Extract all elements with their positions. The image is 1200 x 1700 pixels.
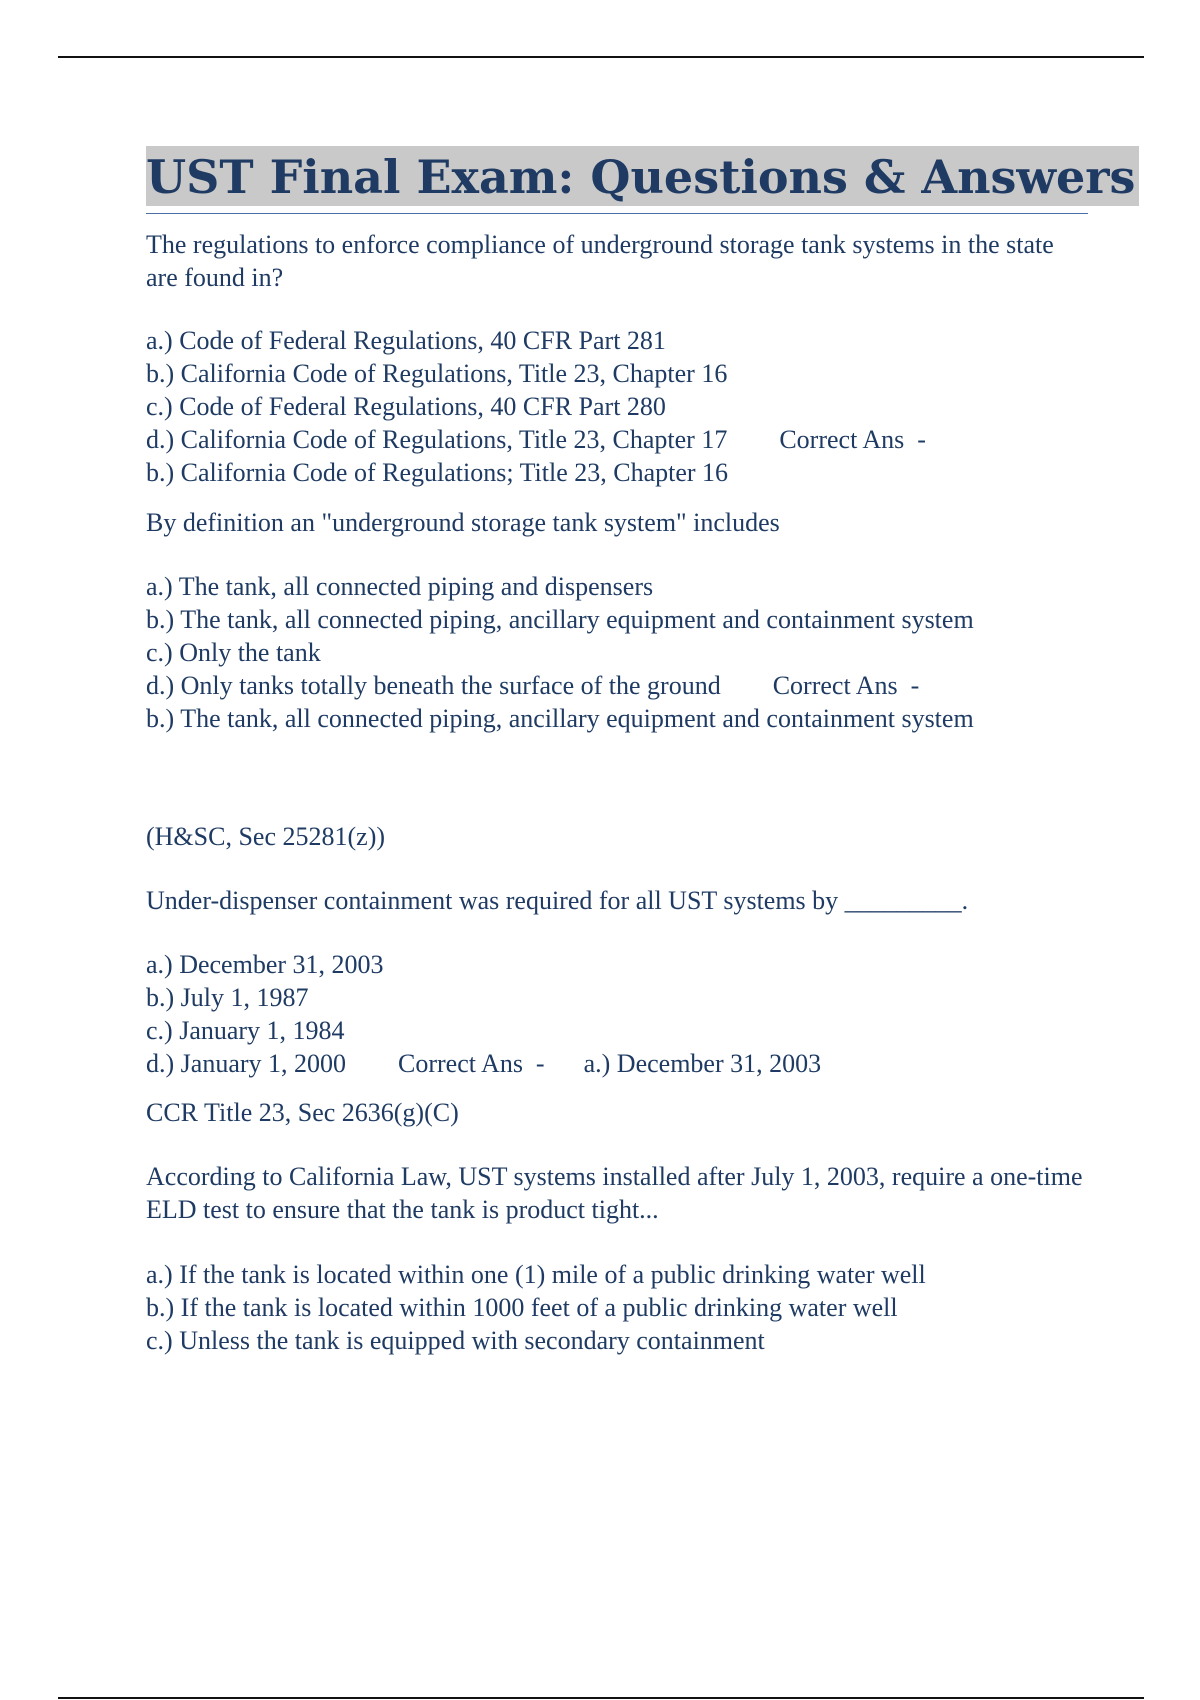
question-2-reference: (H&SC, Sec 25281(z)) [146,822,386,851]
question-2-text: By definition an "underground storage tank system" includes [146,508,780,537]
page-title: UST Final Exam: Questions & Answers [146,146,1139,206]
document-body [146,146,1136,1355]
question-3-options: a.) December 31, 2003 b.) July 1, 1987 c.) January 1, 1984 d.) January 1, 2000 Correct Ans - a.) December 31, 2003 [146,950,822,1078]
question-1-text: The regulations to enforce compliance of underground storage tank systems in the state are found in? [146,230,1061,292]
question-1-options: a.) Code of Federal Regulations, 40 CFR Part 281 b.) California Code of Regulations, Title 23, Chapter 16 c.) Code of Federal Regulations, 40 CFR Part 280 d.) California Code of Regulations, Title 23, Chapter 17 Correct Ans - b.) California Code of Regulations; Title 23, Chapter 16 [146,326,926,487]
question-4-text: According to California Law, UST systems installed after July 1, 2003, require a one-time ELD test to ensure that the tank is product tight... [146,1162,1089,1224]
footer-rule [58,1697,1144,1699]
title-underline [146,213,1088,214]
header-rule [58,56,1144,58]
question-4-options: a.) If the tank is located within one (1) mile of a public drinking water well b.) If the tank is located within 1000 feet of a public drinking water well c.) Unless the tank is equipped with secondary containment [146,1260,926,1355]
question-2-options: a.) The tank, all connected piping and dispensers b.) The tank, all connected piping, ancillary equipment and containment system c.) Only the tank d.) Only tanks totally beneath the surface of the ground Correct Ans - b.) The tank, all connected piping, ancillary equipment and containment system [146,572,974,733]
question-3-text: Under-dispenser containment was required for all UST systems by _________. [146,886,969,915]
question-3-reference: CCR Title 23, Sec 2636(g)(C) [146,1098,459,1127]
